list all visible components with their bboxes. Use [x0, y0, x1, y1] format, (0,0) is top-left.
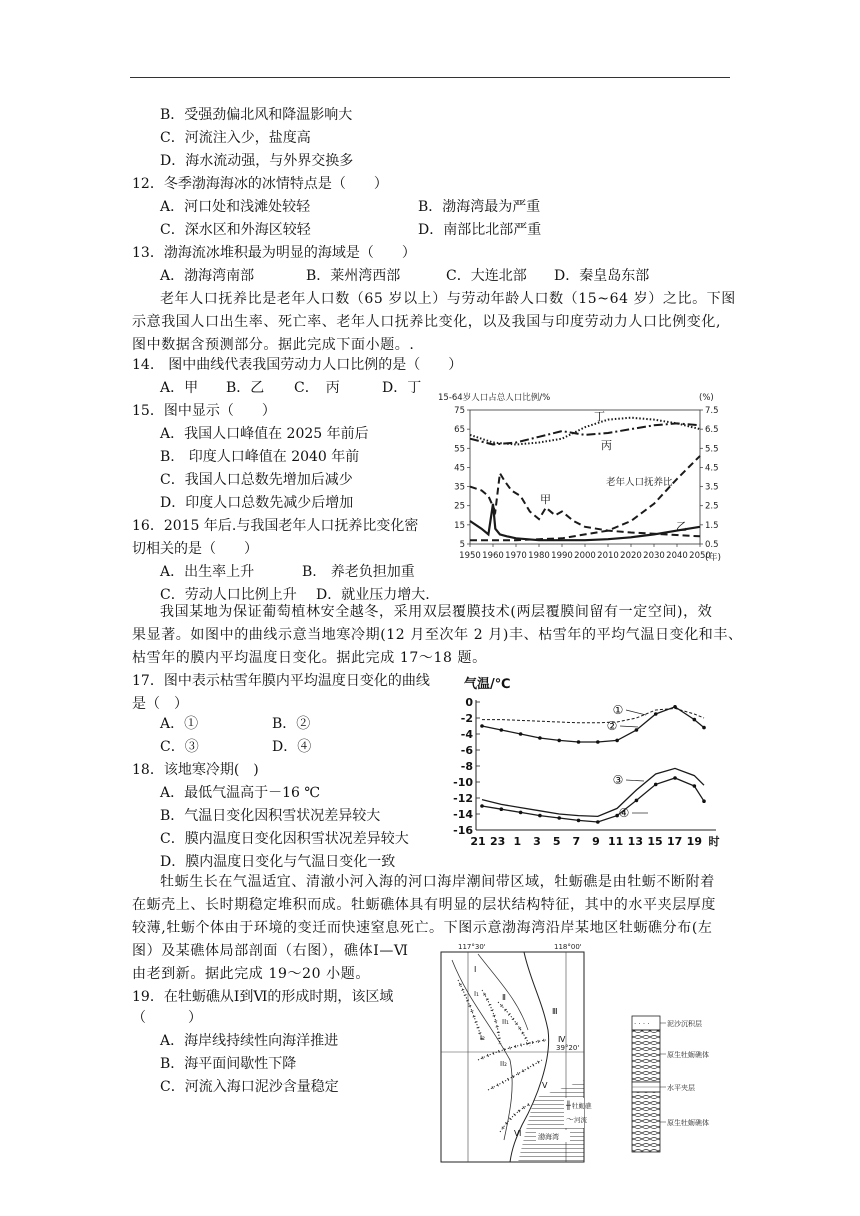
label-elderly-ratio: 老年人口抚养比 [606, 477, 673, 488]
temp-data-point [693, 718, 697, 722]
temp-series-label: ② [606, 719, 618, 733]
q15-option-b: B. 印度人口峰值在 2040 年前 [160, 449, 360, 465]
q13-option-c: C．大连北部 [446, 268, 527, 284]
legend-reef-symbol: ╫ [566, 1101, 571, 1110]
temp-x-tick-label: 21 [470, 835, 486, 848]
temp-x-tick-label: 13 [627, 835, 643, 848]
temp-x-tick-label: 9 [592, 835, 600, 848]
pop-right-tick-label: 1.5 [705, 520, 719, 531]
q15-option-a: A．我国人口峰值在 2025 年前后 [160, 426, 369, 442]
legend-river-symbol: 〜 [566, 1115, 574, 1124]
temp-y-tick-label: 0 [465, 696, 473, 709]
pop-left-tick-label: 65 [454, 425, 465, 436]
profile-label-sediment: 泥沙沉积层 [667, 1020, 702, 1028]
pop-right-tick-label: 3.5 [705, 482, 719, 493]
temp-x-tick-label: 时 [708, 835, 720, 848]
temp-data-point [635, 728, 639, 732]
temp-x-ticks [470, 834, 719, 848]
label-bing: 丙 [601, 439, 612, 452]
temp-series-line-3 [482, 768, 704, 816]
reef-profile [626, 1010, 730, 1160]
reef-roman-label: Ⅳ [558, 1035, 566, 1044]
q18-option-c: C．膜内温度日变化因积雪状况差异较大 [160, 831, 409, 847]
intro3-line3: 较薄,牡蛎个体由于环境的变迁而快速窒息死亡。下图示意渤海湾沿岸某地区牡蛎礁分布(左 [132, 920, 713, 936]
q13-option-d: D．秦皇岛东部 [554, 268, 650, 284]
temp-data-point [577, 740, 581, 744]
temp-x-tick-label: 17 [667, 835, 683, 848]
pop-left-tick-label: 35 [454, 482, 465, 493]
intro3-line2: 在蛎壳上、长时期稳定堆积而成。牡蛎礁体具有明显的层状结构特征，其中的水平夹层厚度 [132, 897, 716, 913]
temp-x-tick-label: 5 [552, 835, 561, 848]
q18-stem: 18．该地寒冷期( ) [132, 762, 259, 778]
q13-option-b: B．莱州湾西部 [306, 268, 401, 284]
temp-y-tick-label: -12 [453, 792, 473, 805]
temp-x-tick-label: 23 [490, 835, 506, 848]
temp-y-tick-label: -10 [453, 776, 473, 789]
temp-data-point [673, 776, 677, 780]
profile-label-reef-upper: 原生牡蛎礁体 [667, 1051, 709, 1059]
temp-y-tick-label: -16 [453, 824, 473, 837]
q17-stem-line1: 17．图中表示枯雪年膜内平均温度日变化的曲线 [132, 673, 430, 689]
pop-x-tick-label: 2010 [597, 551, 619, 561]
map-lat: 39°20' [556, 1044, 580, 1052]
header-rule [130, 77, 730, 78]
q13-stem: 13．渤海流冰堆积最为明显的海域是（ ） [132, 245, 416, 261]
profile-label-reef-lower: 原生牡蛎礁体 [667, 1119, 709, 1127]
layer-reef-upper [632, 1030, 660, 1082]
temp-y-tick-label: -4 [460, 728, 473, 741]
temp-data-point [654, 783, 658, 787]
temp-y-tick-label: -2 [460, 712, 473, 725]
q14-stem: 14. 图中曲线代表我国劳动力人口比例的是（ ） [132, 357, 463, 373]
sediment-dots [634, 1020, 650, 1028]
temperature-chart [440, 672, 736, 852]
reef-roman-label: Ⅲ [552, 1007, 558, 1016]
label-ding: 丁 [594, 410, 605, 423]
temp-y-tick-label: -8 [460, 760, 473, 773]
q16-stem-line2: 切相关的是（ ） [132, 541, 258, 557]
q16-option-a: A．出生率上升 [160, 564, 255, 580]
pop-series-line-1 [470, 418, 700, 445]
pop-right-tick-label: 6.5 [705, 425, 719, 436]
intro2-line3: 枯雪年的膜内平均温度日变化。据此完成 17～18 题。 [132, 650, 487, 666]
q16-option-d: D．就业压力增大. [316, 587, 430, 603]
q12-option-d: D．南部比北部严重 [418, 222, 542, 238]
intro2-line2: 果显著。如图中的曲线示意当地寒冷期(12 月至次年 2 月)丰、枯雪年的平均气温日变化和丰、 [132, 627, 743, 643]
q12-stem: 12．冬季渤海海冰的冰情特点是（ ） [132, 176, 388, 192]
q11-option-d: D．海水流动强，与外界交换多 [160, 153, 354, 169]
pop-right-tick-label: 2.5 [705, 501, 719, 512]
temp-data-point [480, 804, 484, 808]
temp-data-point [577, 819, 581, 823]
temp-data-point [596, 740, 600, 744]
q14-option-d: D．丁 [382, 380, 422, 396]
label-jia: 甲 [540, 493, 551, 506]
pop-left-tick-label: 55 [454, 444, 465, 455]
q11-option-c: C．河流注入少，盐度高 [160, 130, 311, 146]
q17-stem-line2: 是（ ） [132, 696, 188, 712]
temp-data-point [615, 739, 619, 743]
temp-x-tick-label: 11 [608, 835, 624, 848]
q15-option-c: C．我国人口总数先增加后减少 [160, 472, 353, 488]
map-sea-label: 渤海湾 [538, 1133, 559, 1141]
temp-data-point [538, 736, 542, 740]
pop-x-tick-label: 2030 [643, 551, 665, 561]
q18-option-a: A．最低气温高于－16 ℃ [160, 785, 321, 801]
reef-roman-label: Ⅱ [502, 993, 506, 1002]
population-chart [436, 388, 736, 574]
map-sub-label-2: I₂ [480, 1034, 485, 1042]
temp-series [480, 705, 706, 824]
q16-option-c: C．劳动人口比例上升 [160, 587, 297, 603]
pop-x-ticks [459, 544, 711, 561]
map-sub-label-4: II₂ [500, 1060, 507, 1068]
pop-left-tick-label: 15 [454, 520, 465, 531]
temp-series-line-4 [482, 778, 704, 822]
pop-x-tick-label: 1950 [459, 551, 481, 561]
q14-option-c: C． 丙 [294, 380, 340, 396]
reef-roman-label: Ⅵ [514, 1129, 522, 1138]
q18-option-b: B．气温日变化因积雪状况差异较大 [160, 808, 381, 824]
temp-label-leader [620, 726, 638, 727]
pop-x-tick-label: 2040 [666, 551, 688, 561]
legend-reef-label: 牡蛎礁 [572, 1102, 592, 1110]
pop-left-tick-label: 45 [454, 463, 465, 474]
q17-option-d: D．④ [272, 739, 312, 755]
temp-x-tick-label: 3 [533, 835, 541, 848]
temp-x-tick-label: 7 [572, 835, 581, 848]
q16-stem-line1: 16．2015 年后.与我国老年人口抚养比变化密 [132, 518, 419, 534]
pop-x-tick-label: 1960 [482, 551, 504, 561]
label-yi: 乙 [676, 520, 687, 533]
q12-option-a: A．河口处和浅滩处较轻 [160, 199, 311, 215]
profile-label-horizontal: 水平夹层 [667, 1084, 695, 1092]
temp-series-label: ① [612, 703, 624, 717]
temp-data-point [480, 724, 484, 728]
temp-x-tick-label: 19 [686, 835, 702, 848]
intro1-line1: 老年人口抚养比是老年人口数（65 岁以上）与劳动年龄人口数（15~64 岁）之比。下图 [160, 291, 736, 307]
pop-right-tick-label: 7.5 [705, 406, 719, 416]
oyster-reef-map [438, 940, 592, 1166]
temp-y-tick-label: -6 [460, 744, 473, 757]
pop-right-axis-title: (%) [699, 393, 714, 403]
temp-data-point [673, 705, 677, 709]
reef-roman-label: Ⅴ [542, 1081, 548, 1090]
temp-data-point [702, 726, 706, 730]
q19-option-b: B．海平面间歇性下降 [160, 1056, 297, 1072]
temp-series-label: ④ [618, 806, 630, 820]
pop-left-axis-title: 15-64岁人口占总人口比例/% [438, 393, 551, 403]
q12-option-c: C．深水区和外海区较轻 [160, 222, 311, 238]
pop-x-tick-label: 1970 [505, 551, 527, 561]
temp-data-point [538, 814, 542, 818]
temp-data-point [557, 816, 561, 820]
intro3-line1: 牡蛎生长在气温适宜、清澈小河入海的河口海岸潮间带区域，牡蛎礁是由牡蛎不断附着 [160, 874, 715, 890]
legend-river-label: 河流 [574, 1116, 587, 1124]
temp-series-line-2 [482, 707, 704, 742]
temp-label-leader [626, 710, 646, 715]
q18-option-d: D．膜内温度日变化与气温日变化一致 [160, 854, 396, 870]
pop-x-tick-label: 2020 [620, 551, 642, 561]
pop-right-tick-label: 0.5 [705, 540, 719, 550]
intro3-line4: 图）及某礁体局部剖面（右图），礁体Ⅰ—Ⅵ [132, 943, 409, 959]
q12-option-b: B．渤海湾最为严重 [418, 199, 541, 215]
pop-right-tick-label: 4.5 [705, 463, 719, 474]
pop-x-unit: (年) [705, 553, 722, 563]
intro2-line1: 我国某地为保证葡萄植林安全越冬，采用双层覆膜技术(两层覆膜间留有一定空间)，效 [160, 604, 713, 620]
temp-x-tick-label: 15 [647, 835, 663, 848]
map-lon-2: 118°00' [554, 943, 582, 951]
q11-option-b: B．受强劲偏北风和降温影响大 [160, 107, 353, 123]
map-sub-label-3: II₁ [502, 1018, 509, 1026]
q19-option-a: A．海岸线持续性向海洋推进 [160, 1033, 339, 1049]
q15-option-d: D．印度人口总数先减少后增加 [160, 495, 354, 511]
temp-data-point [654, 712, 658, 716]
map-sub-label-1: I₁ [474, 990, 479, 998]
temp-data-point [500, 807, 504, 811]
temp-data-point [693, 784, 697, 788]
temp-axis-title: 气温/℃ [464, 677, 511, 692]
intro1-line3: 图中数据含预测部分。据此完成下面小题。. [132, 337, 415, 353]
q15-stem: 15．图中显示（ ） [132, 403, 276, 419]
temp-data-point [519, 811, 523, 815]
svg-text:⋅ ⋅ ⋅ ⋅: ⋅ ⋅ ⋅ ⋅ [634, 1020, 650, 1028]
map-lon-1: 117°30' [458, 943, 486, 951]
q14-option-b: B．乙 [226, 380, 265, 396]
layer-reef-lower [632, 1092, 660, 1152]
intro1-line2: 示意我国人口出生率、死亡率、老年人口抚养比变化，以及我国与印度劳动力人口比例变化, [132, 314, 722, 330]
intro3-line5: 由老到新。据此完成 19～20 小题。 [132, 966, 370, 982]
q19-option-c: C．河流入海口泥沙含量稳定 [160, 1079, 339, 1095]
q17-option-c: C．③ [160, 739, 199, 755]
pop-x-tick-label: 2000 [574, 551, 596, 561]
reef-roman-label: Ⅰ [474, 965, 477, 974]
q17-option-a: A．① [160, 716, 199, 732]
pop-right-ticks [700, 406, 719, 550]
pop-x-tick-label: 1990 [551, 551, 573, 561]
pop-left-ticks [454, 406, 470, 550]
temp-label-leader [626, 780, 644, 781]
q13-option-a: A．渤海湾南部 [160, 268, 255, 284]
temp-series-labels [607, 703, 648, 820]
pop-right-tick-label: 5.5 [705, 444, 719, 455]
temp-series-line-1 [482, 708, 704, 722]
q19-stem-line2: （ ） [132, 1010, 202, 1026]
temp-data-point [596, 820, 600, 824]
temp-data-point [500, 728, 504, 732]
q19-stem-line1: 19．在牡蛎礁从Ⅰ到Ⅵ的形成时期，该区域 [132, 989, 394, 1005]
temp-x-tick-label: 1 [513, 835, 522, 848]
temp-data-point [702, 799, 706, 803]
temp-data-point [635, 799, 639, 803]
temp-y-tick-label: -14 [453, 808, 473, 821]
q16-option-b: B. 养老负担加重 [302, 564, 415, 580]
q14-option-a: A．甲 [160, 380, 199, 396]
pop-x-tick-label: 1980 [528, 551, 550, 561]
pop-left-tick-label: 5 [459, 540, 465, 550]
pop-left-tick-label: 75 [454, 406, 465, 416]
temp-series-label: ③ [612, 773, 624, 787]
temp-data-point [557, 739, 561, 743]
pop-x-tick-label: 2050 [689, 551, 711, 561]
temp-data-point [519, 732, 523, 736]
q17-option-b: B．② [272, 716, 311, 732]
pop-left-tick-label: 25 [454, 501, 465, 512]
